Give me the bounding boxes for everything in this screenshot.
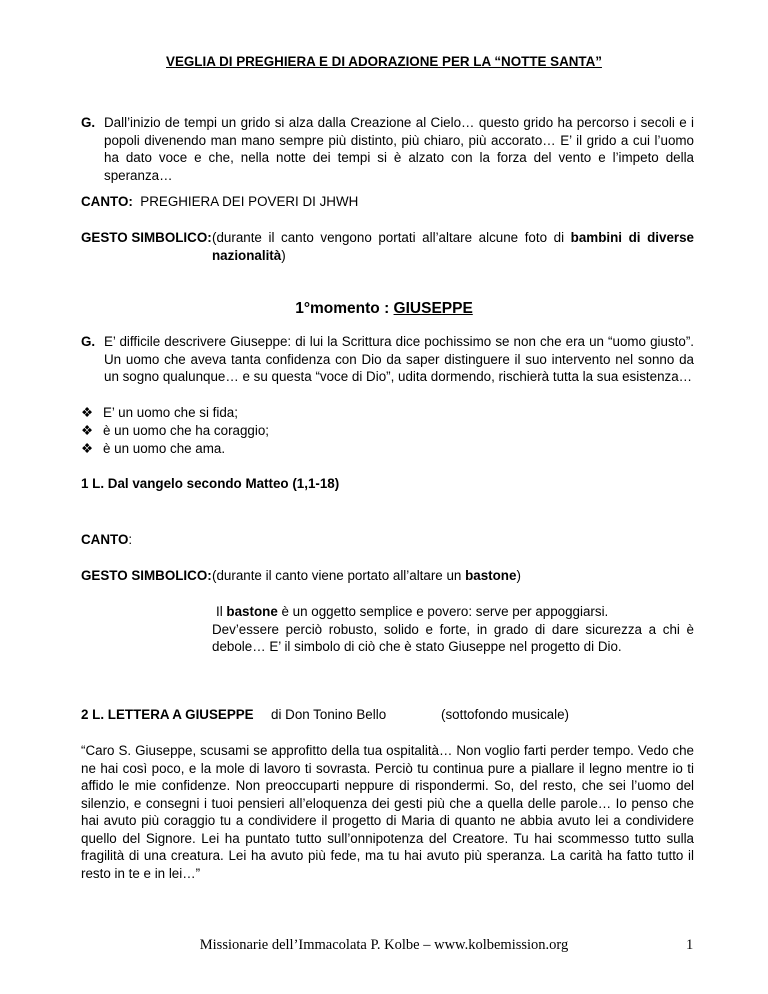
- list-item: ❖ è un uomo che ama.: [81, 441, 226, 456]
- list-item: ❖ è un uomo che ha coraggio;: [81, 423, 270, 438]
- lettera-author: di Don Tonino Bello: [271, 707, 387, 722]
- page-footer: Missionarie dell’Immacolata P. Kolbe – www.kolbemission.org: [199, 937, 569, 953]
- gesto-label: GESTO SIMBOLICO:: [81, 230, 212, 245]
- lettera-label: 2 L. LETTERA A GIUSEPPE: [81, 707, 254, 722]
- section-name: GIUSEPPE: [393, 300, 473, 317]
- canto2-line: CANTO:: [81, 532, 133, 547]
- lettera-heading: [81, 706, 254, 724]
- speaker-label: G.: [81, 115, 96, 130]
- bullet-list: [81, 404, 269, 458]
- giuseppe-text: E’ difficile descrivere Giuseppe: di lui la Scrittura dice pochissimo se non che era un “uomo giusto”. Un uomo che aveva tanta confidenza con Dio da saper distinguere il suo intervento nel sonno da un sogno qualunque… e su questa “voce di Dio”, udita dormendo, rischierà tutta la sua esistenza…: [104, 334, 694, 384]
- reading-line: 1 L. Dal vangelo secondo Matteo (1,1-18): [81, 476, 340, 491]
- intro-text: Dall’inizio de tempi un grido si alza dalla Creazione al Cielo… questo grido ha percorso i secoli e i popoli divenendo man mano sempre più distinto, più chiaro, più accorato… E’ il grido a cui l’uomo ha dato voce e che, nella notte dei tempi si è alzato con la forza del vento e l’impeto della speranza…: [104, 115, 694, 183]
- gesto-bold: bambini di diverse nazionalità: [212, 230, 695, 263]
- lettera-note: (sottofondo musicale): [441, 707, 570, 722]
- gesto-description: (durante il canto vengono portati all’altare alcune foto di bambini di diverse nazionalità): [212, 230, 695, 263]
- diamond-bullet-icon: ❖: [81, 441, 94, 456]
- canto-label: CANTO:: [81, 194, 133, 209]
- gesto2-description: (durante il canto viene portato all’altare un bastone): [212, 568, 521, 583]
- canto-line: [81, 193, 358, 211]
- page-number: 1: [686, 937, 694, 953]
- canto-label: CANTO: [81, 532, 129, 547]
- canto-title: PREGHIERA DEI POVERI DI JHWH: [140, 194, 359, 209]
- section-heading: 1°momento : GIUSEPPE: [295, 300, 473, 317]
- giuseppe-paragraph: [81, 333, 694, 386]
- gesto-bold: bastone: [465, 568, 517, 583]
- letter-text: “Caro S. Giuseppe, scusami se approfitto della tua ospitalità… Non voglio farti perder tempo. Vedo che ne hai così poco, e la mole di lavoro ti sovrasta. Perciò tu continua pure a piallare il legno mentre io ti affido le mie confidenze. Non preoccuparti neppure di rispondermi. So, del resto, che sei l’uomo del silenzio, e consegni i tuoi pensieri all’eloquenza dei gesti più che a quella delle parole… Io penso che hai avuto più coraggio tu a condividere il progetto di Maria di quanto ne abbia avuto lei a condividere quello del Signore. Lei ha puntato tutto sull’onnipotenza del Creatore. Tu hai scommesso tutto sulla fragilità di una creatura. Lei ha avuto più fede, ma tu hai avuto più speranza. La carità ha fatto tutto il resto in te e in lei…”: [81, 743, 694, 881]
- gesto2-line: [81, 567, 212, 585]
- diamond-bullet-icon: ❖: [81, 405, 94, 420]
- bastone-paragraph: Il bastone è un oggetto semplice e povero: serve per appoggiarsi. Dev’essere perciò robusto, solido e forte, in grado di dare sicurezza a chi è debole… E’ il simbolo di ciò che è stato Giuseppe nel progetto di Dio.: [212, 604, 694, 654]
- intro-paragraph: [81, 114, 694, 184]
- speaker-label: G.: [81, 334, 96, 349]
- list-item: ❖ E’ un uomo che si fida;: [81, 405, 238, 420]
- document-title: VEGLIA DI PREGHIERA E DI ADORAZIONE PER LA “NOTTE SANTA”: [166, 54, 602, 69]
- diamond-bullet-icon: ❖: [81, 423, 94, 438]
- gesto-label: GESTO SIMBOLICO:: [81, 568, 212, 583]
